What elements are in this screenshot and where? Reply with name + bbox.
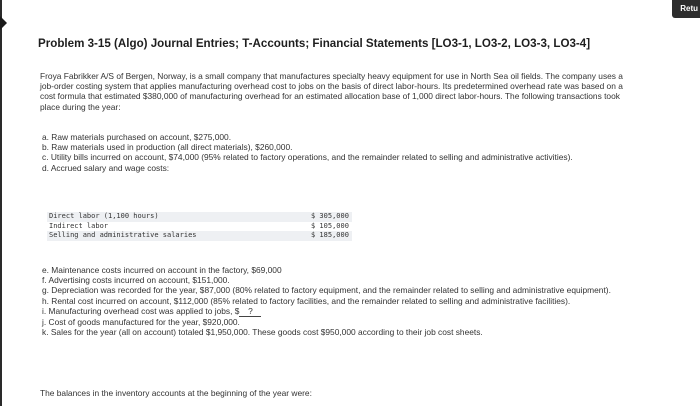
transaction-h: h. Rental cost incurred on account, $112,000 (85% related to factory facilities, and the remainder related to selling and administrative facilities). (42, 295, 571, 306)
wage-value: $ 305,000 (311, 212, 349, 220)
table-row (47, 231, 352, 241)
transactions-list-e-k (42, 265, 662, 337)
table-row (47, 212, 352, 222)
transaction-e: e. Maintenance costs incurred on account in the factory, $69,000 (42, 265, 282, 275)
table-row (47, 222, 352, 232)
transaction-d: d. Accrued salary and wage costs: (42, 162, 170, 173)
left-edge-bar (0, 0, 2, 406)
applied-overhead-blank: ? (239, 307, 261, 317)
transaction-f: f. Advertising costs incurred on account, $151,000. (42, 275, 230, 286)
transaction-i-text: i. Manufacturing overhead cost was applied to jobs, $ (42, 305, 240, 316)
transaction-i (42, 306, 662, 317)
transactions-list-a-d (42, 132, 662, 173)
transaction-b: b. Raw materials used in production (all direct materials), $260,000. (42, 142, 293, 153)
return-button[interactable]: Retu (672, 0, 700, 18)
transaction-c: c. Utility bills incurred on account, $74,000 (95% related to factory operations, and the remainder related to selling and administrative activities). (42, 152, 573, 163)
problem-title: Problem 3-15 (Algo) Journal Entries; T-Accounts; Financial Statements [LO3-1, LO3-2, LO3-3, LO3-4] (38, 37, 591, 50)
wage-value: $ 105,000 (311, 221, 349, 230)
transaction-j: j. Cost of goods manufactured for the year, $920,000. (42, 316, 240, 327)
wage-value: $ 185,000 (311, 231, 349, 240)
transaction-g: g. Depreciation was recorded for the year, $87,000 (80% related to factory equipment, and the remainder related to selling and administrative equipment). (42, 285, 611, 296)
wage-cost-table (47, 212, 352, 241)
wage-label: Indirect labor (49, 221, 109, 230)
inventory-balances-text: The balances in the inventory accounts at the beginning of the year were: (40, 388, 312, 398)
left-arrow-icon (0, 16, 7, 30)
wage-label: Direct labor (1,100 hours) (49, 212, 159, 220)
transaction-a: a. Raw materials purchased on account, $275,000. (42, 132, 232, 142)
transaction-k: k. Sales for the year (all on account) totaled $1,950,000. These goods cost $950,000 according to their job cost sheets. (42, 327, 483, 338)
intro-paragraph: Froya Fabrikker A/S of Bergen, Norway, is a small company that manufactures specialty heavy equipment for use in North Sea oil fields. The company uses a job-order costing system that applies manufacturing overhead cost to jobs on the basis of direct labor-hours. Its predetermined overhead rate was based on a cost formula that estimated $380,000 of manufacturing overhead for an estimated allocation base of 1,000 direct labor-hours. The following transactions took place during the year: (40, 71, 623, 112)
wage-label: Selling and administrative salaries (49, 231, 197, 240)
